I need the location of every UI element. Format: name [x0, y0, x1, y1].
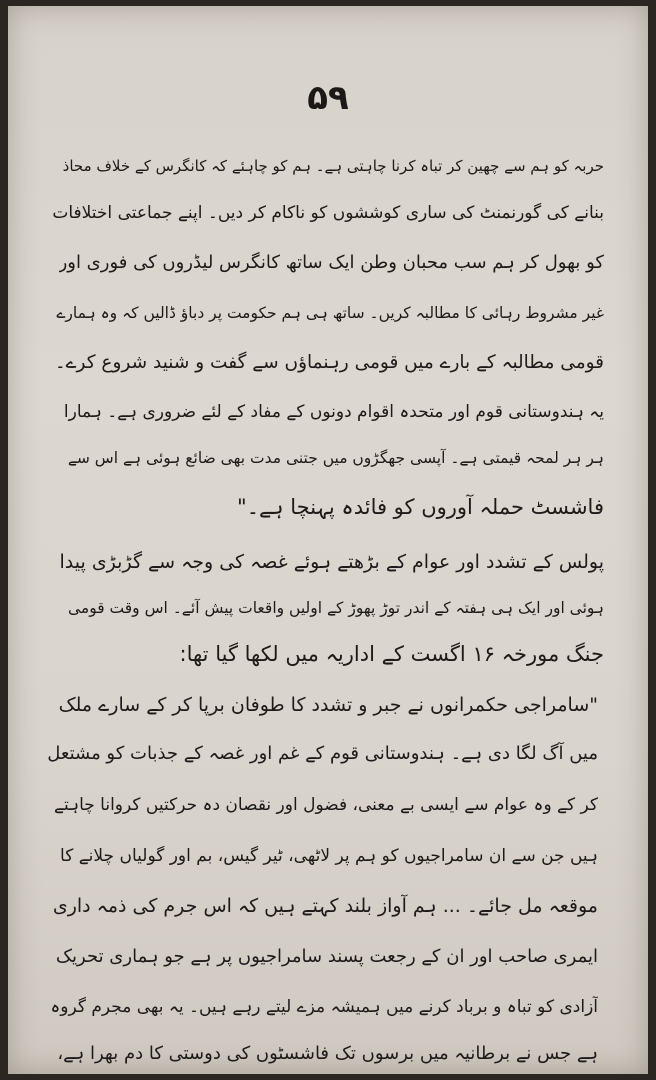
book-page — [8, 6, 648, 1074]
text-line: کر کے وہ عوام سے ایسی بے معنی، فضول اور نقصان دہ حرکتیں کروانا چاہتے — [54, 795, 598, 815]
text-line: قومی مطالبہ کے بارے میں قومی رہنماؤں سے گفت و شنید شروع کرے۔ — [54, 352, 604, 373]
text-line: فاشسٹ حملہ آوروں کو فائدہ پہنچا ہے۔" — [237, 495, 604, 519]
text-line: کو بھول کر ہم سب محبان وطن ایک ساتھ کانگرس لیڈروں کی فوری اور — [58, 252, 604, 273]
text-line: آزادی کو تباہ و برباد کرنے میں ہمیشہ مزے لیتے رہے ہیں۔ یہ بھی مجرم گروہ — [50, 997, 598, 1017]
text-line: میں آگ لگا دی ہے۔ ہندوستانی قوم کے غم اور غصہ کے جذبات کو مشتعل — [47, 743, 598, 764]
text-line: بنانے کی گورنمنٹ کی ساری کوششوں کو ناکام کر دیں۔ اپنے جماعتی اختلافات — [52, 203, 604, 223]
text-line: غیر مشروط رہائی کا مطالبہ کریں۔ ساتھ ہی ہم حکومت پر دباؤ ڈالیں کہ وہ ہمارے — [56, 304, 604, 322]
page-number: ۵۹ — [307, 78, 349, 118]
text-line: ہوئی اور ایک ہی ہفتہ کے اندر توڑ پھوڑ کے اولیں واقعات پیش آئے۔ اس وقت قومی — [67, 599, 604, 617]
text-line: ایمری صاحب اور ان کے رجعت پسند سامراجیوں پر ہے جو ہماری تحریک — [55, 946, 598, 967]
text-line: پولس کے تشدد اور عوام کے بڑھتے ہوئے غصہ کی وجہ سے گڑبڑی پیدا — [59, 551, 604, 573]
text-line: ہیں جن سے ان سامراجیوں کو ہم پر لاٹھی، ٹیر گیس، بم اور گولیاں چلانے کا — [60, 846, 598, 866]
text-line: "سامراجی حکمرانوں نے جبر و تشدد کا طوفان برپا کر کے سارے ملک — [58, 694, 598, 716]
text-line: موقعہ مل جائے۔ ... ہم آواز بلند کہتے ہیں کہ اس جرم کی ذمہ داری — [52, 895, 598, 917]
text-line: جنگ مورخہ ۱۶ اگست کے اداریہ میں لکھا گیا تھا: — [179, 642, 604, 666]
text-line: حربہ کو ہم سے چھین کر تباہ کرنا چاہتی ہے۔ ہم کو چاہئے کہ کانگرس کے خلاف محاذ — [62, 157, 604, 175]
text-line: ہر ہر لمحہ قیمتی ہے۔ آپسی جھگڑوں میں جتنی مدت بھی ضائع ہوئی ہے اس سے — [67, 449, 604, 467]
text-line: ہے جس نے برطانیہ میں برسوں تک فاشسٹوں کی دوستی کا دم بھرا ہے، — [57, 1043, 598, 1064]
text-line: یہ ہندوستانی قوم اور متحدہ اقوام دونوں کے مفاد کے لئے ضروری ہے۔ ہمارا — [63, 402, 604, 422]
